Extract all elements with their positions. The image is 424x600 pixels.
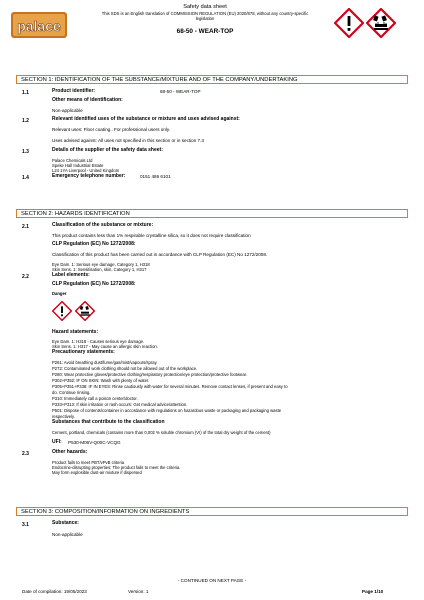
relevant-uses-text: Relevant uses: Floor coating.. For professional users only. (52, 127, 171, 132)
precautionary-statement: do. Continue rinsing. (52, 390, 91, 395)
section-number: 1.4 (22, 175, 29, 181)
precautionary-statement: P310: Immediately call a poison center/doctor. (52, 396, 138, 401)
ufi-value: P530-M06V-Q00C-VCQG (68, 440, 121, 445)
substances-contribute-text: Cement, portland, chemicals (contains more than 0,002 % soluble chromium (VI) of the total dry weight of the cement) (52, 430, 271, 435)
signal-word: Danger (52, 291, 67, 296)
section-number: 2.3 (22, 451, 29, 457)
precautionary-statement: respectively. (52, 414, 75, 419)
document-title: Safety data sheet (183, 4, 227, 10)
clp-text: Classification of this product has been carried out in accordance with CLP Regulation (EC) No 1272/2008. (52, 252, 268, 257)
classification-line: Eye Dam. 1: Serious eye damage, Category 1, H318 (52, 262, 150, 267)
section-number: 1.2 (22, 118, 29, 124)
corrosion-icon (366, 8, 396, 38)
other-means-value: Non-applicable (52, 108, 83, 113)
precautionary-statement: P280: Wear protective gloves/protective clothing/respiratory protection/eye protection/protective footwear. (52, 372, 247, 377)
exclamation-icon (334, 8, 364, 38)
silica-note: This product contains less than 1% respirable crystalline silica, so it does not require classification (52, 233, 251, 238)
svg-text:palace: palace (17, 18, 61, 34)
label-elements-label: Label elements: (52, 272, 90, 278)
section-number: 2.1 (22, 224, 29, 230)
section-number: 2.2 (22, 274, 29, 280)
supplier-line: Palace Chemicals Ltd (52, 158, 93, 163)
palace-logo (10, 9, 68, 41)
classification-line: Skin Sens. 1: Sensitisation, skin, Category 1, H317 (52, 267, 147, 272)
precautionary-statement: P305+P351+P338: IF IN EYES: Rinse cautiously with water for several minutes. Remove contact lenses, if present and easy to (52, 384, 288, 389)
clp-label: CLP Regulation (EC) No 1272/2008: (52, 241, 136, 247)
hazard-statement: Eye Dam. 1: H318 - Causes serious eye damage. (52, 339, 145, 344)
precautionary-statement: P272: Contaminated work clothing should not be allowed out of the workplace. (52, 366, 198, 371)
section-1-heading: SECTION 1: IDENTIFICATION OF THE SUBSTANCE/MIXTURE AND OF THE COMPANY/UNDERTAKING (16, 75, 408, 84)
emergency-label: Emergency telephone number: (52, 173, 126, 179)
document-subtitle-2: legislation (195, 16, 215, 21)
uses-advised-against: Uses advised against: All uses not specified in this section or in section 7.3 (52, 138, 204, 143)
hazard-statements-label: Hazard statements: (52, 329, 99, 335)
clp-label: CLP Regulation (EC) No 1272/2008: (52, 281, 136, 287)
precautionary-statement: P333+P313: If skin irritation or rash occurs: Get medical advice/attention. (52, 402, 188, 407)
document-subtitle: This SDS is an English translation of COMMISSION REGULATION (EU) 2020/878, without any country-specific (101, 11, 309, 16)
supplier-line: L24 1YA Liverpool - United Kingdom (52, 168, 120, 173)
header (80, 4, 330, 35)
compilation-date: Date of compilation: 19/05/2023 (22, 589, 87, 594)
section-number: 3.1 (22, 522, 29, 528)
supplier-label: Details of the supplier of the safety data sheet: (52, 147, 163, 153)
emergency-number: 0151 486 6101 (140, 174, 171, 179)
substance-value: Non-applicable (52, 532, 83, 537)
classification-label: Classification of the substance or mixture: (52, 222, 154, 228)
other-hazard: Product fails to meet PBT/vPvB criteria (52, 460, 125, 465)
substances-contribute-label: Substances that contribute to the classification (52, 419, 165, 425)
product-name: 68-50 - WEAR-TOP (176, 28, 234, 35)
corrosion-icon (75, 301, 95, 321)
precautionary-label: Precautionary statements: (52, 349, 115, 355)
hazard-statement: Skin Sens. 1: H317 - May cause an allergic skin reaction. (52, 344, 158, 349)
section-number: 1.3 (22, 149, 29, 155)
relevant-uses-label: Relevant identified uses of the substance or mixture and uses advised against: (52, 116, 240, 122)
other-hazard: May form explosible dust-air mixture if dispersed (52, 470, 142, 475)
other-hazards-label: Other hazards: (52, 449, 88, 455)
precautionary-statement: P501: Dispose of contents/container in accordance with regulations on hazardous waste or packaging and packaging waste (52, 408, 282, 413)
other-means-label: Other means of identification: (52, 97, 123, 103)
other-hazard: Endocrine-disrupting properties: The product fails to meet the criteria. (52, 465, 181, 470)
precautionary-statement: P261: Avoid breathing dust/fume/gas/mist/vapours/spray. (52, 360, 158, 365)
exclamation-icon (52, 301, 72, 321)
version: Version: 1 (128, 589, 149, 594)
page-number: Page 1/10 (362, 589, 384, 594)
product-identifier-value: 68-50 - WEAR-TOP (160, 89, 201, 94)
precautionary-statement: P302+P352: IF ON SKIN: Wash with plenty of water. (52, 378, 150, 383)
substance-label: Substance: (52, 520, 79, 526)
section-2-heading: SECTION 2: HAZARDS IDENTIFICATION (16, 209, 408, 218)
supplier-line: Speke Hall Industrial Estate (52, 163, 104, 168)
section-number: 1.1 (22, 90, 29, 96)
product-identifier-label: Product identifier: (52, 88, 96, 94)
section-3-heading: SECTION 3: COMPOSITION/INFORMATION ON INGREDIENTS (16, 507, 408, 516)
ufi-label: UFI: (52, 439, 62, 445)
continued-notice: - CONTINUED ON NEXT PAGE - (177, 578, 247, 583)
